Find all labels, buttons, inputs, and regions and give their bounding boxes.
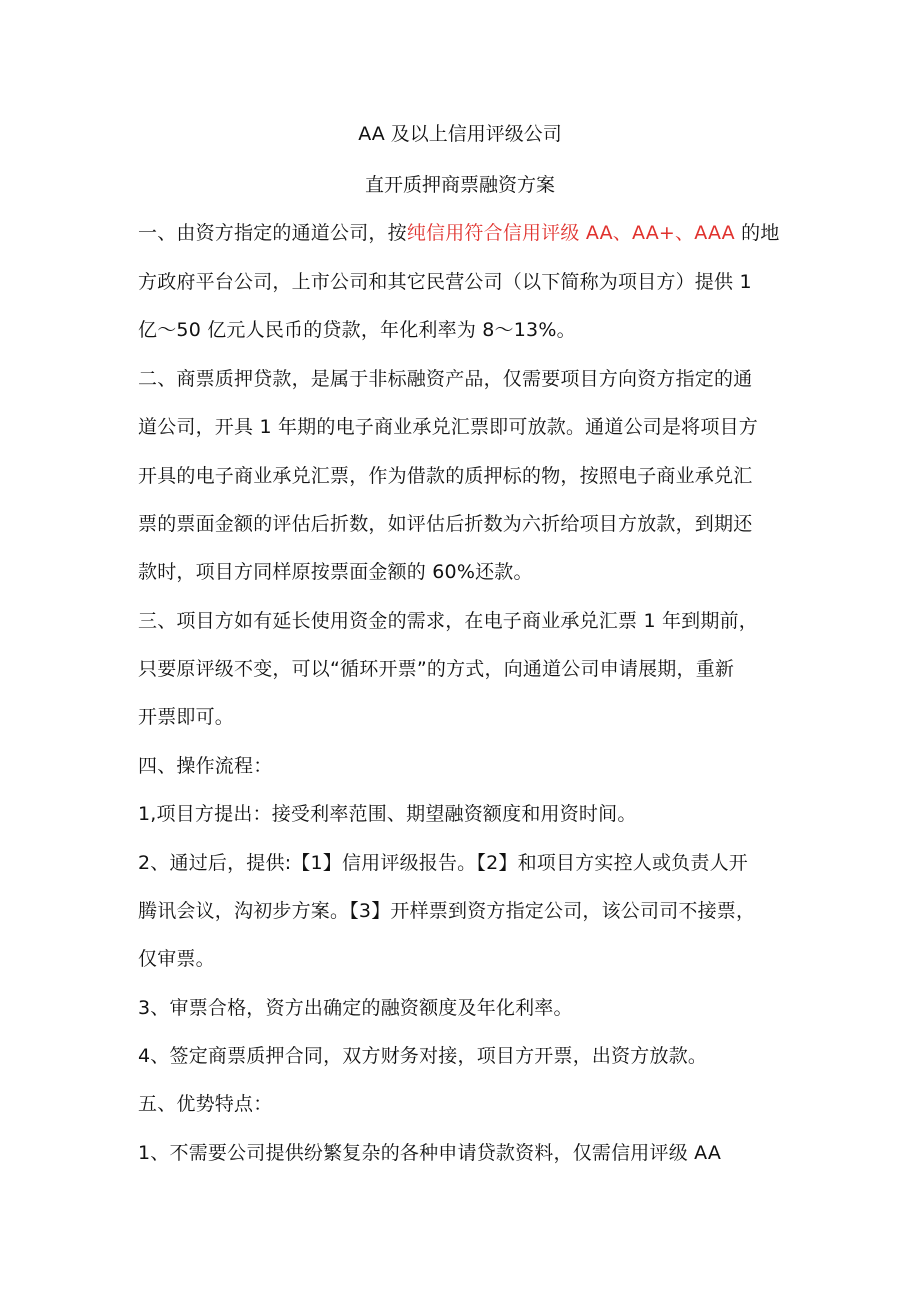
paragraph-line: 二、商票质押贷款，是属于非标融资产品，仅需要项目方向资方指定的通 [138,368,753,390]
line-text-normal: 的地 [734,222,780,244]
paragraph-line: 道公司，开具 1 年期的电子商业承兑汇票即可放款。通道公司是将项目方 [138,416,758,438]
section-heading: 五、优势特点： [138,1093,273,1115]
document-title-line-1: AA 及以上信用评级公司 [358,123,562,145]
paragraph-line: 1、不需要公司提供纷繁复杂的各种申请贷款资料，仅需信用评级 AA [138,1142,722,1164]
section-heading: 四、操作流程： [138,755,273,777]
paragraph-line: 开具的电子商业承兑汇票，作为借款的质押标的物，按照电子商业承兑汇 [138,465,753,487]
paragraph-line: 腾讯会议，沟初步方案。【3】开样票到资方指定公司，该公司司不接票， [138,900,756,922]
line-text-normal: 一、由资方指定的通道公司，按 [138,222,407,244]
paragraph-line: 2、通过后，提供:【1】信用评级报告。【2】和项目方实控人或负责人开 [138,852,748,874]
line-text-highlight-red: 纯信用符合信用评级 AA、AA+、AAA [406,222,735,244]
paragraph-line: 方政府平台公司，上市公司和其它民营公司（以下简称为项目方）提供 1 [138,271,752,293]
paragraph-line: 款时，项目方同样原按票面金额的 60%还款。 [138,561,533,583]
paragraph-line: 仅审票。 [138,948,215,970]
paragraph-line: 亿～50 亿元人民币的贷款，年化利率为 8～13%。 [138,319,576,341]
document-title-line-2: 直开质押商票融资方案 [364,174,555,196]
paragraph-line: 4、签定商票质押合同，双方财务对接，项目方开票，出资方放款。 [138,1045,708,1067]
paragraph-line: 1,项目方提出：接受利率范围、期望融资额度和用资时间。 [138,803,637,825]
paragraph-line: 3、审票合格，资方出确定的融资额度及年化利率。 [138,997,573,1019]
paragraph-line: 票的票面金额的评估后折数，如评估后折数为六折给项目方放款，到期还 [138,513,753,535]
paragraph-line-1 [138,220,798,246]
paragraph-line: 三、项目方如有延长使用资金的需求，在电子商业承兑汇票 1 年到期前， [138,610,758,632]
paragraph-line: 只要原评级不变，可以“循环开票”的方式，向通道公司申请展期，重新 [138,658,735,680]
paragraph-line: 开票即可。 [138,706,235,728]
